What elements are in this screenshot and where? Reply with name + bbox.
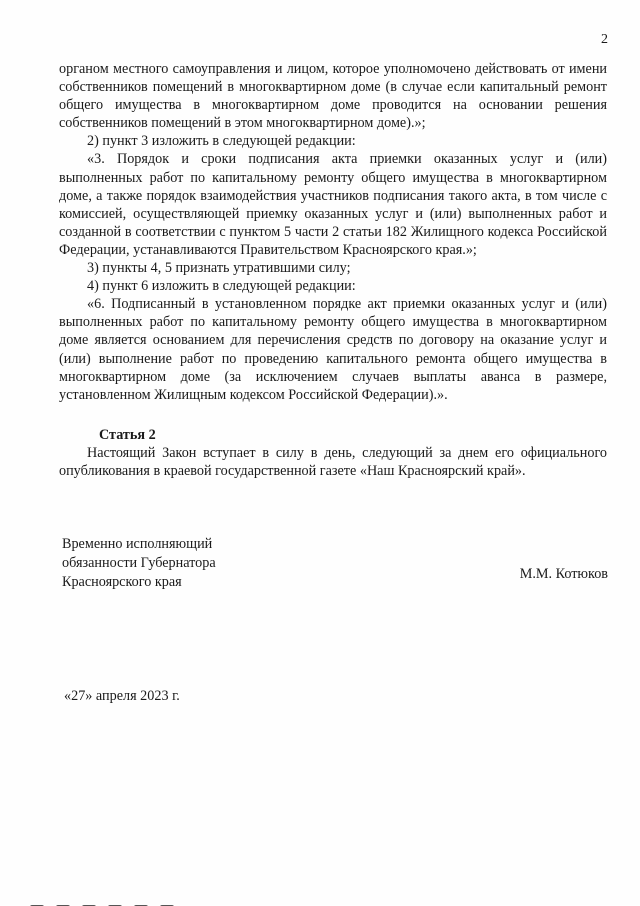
paragraph-article-2: Настоящий Закон вступает в силу в день, следующий за днем его официального опубликования в краевой государственной газете «Наш Красноярский край».: [59, 444, 607, 479]
signatory-title-line-2: обязанности Губернатора: [62, 555, 216, 571]
paragraph-item-2: 2) пункт 3 изложить в следующей редакции:: [87, 133, 356, 150]
signatory-name: М.М. Котюков: [519, 566, 608, 582]
paragraph-clause-6: «6. Подписанный в установленном порядке акт приемки оказанных услуг и (или) выполненных работ по капитальному ремонту общего имущества в многоквартирном доме является основанием для перечисления средств по договору на оказание услуг и (или) выполнение работ по проведению капитального ремонта общего имущества в многоквартирном доме (за исключением случаев выплаты аванса в размере, установленном Жилищным кодексом Российской Федерации).».: [59, 296, 607, 403]
paragraph-clause-3: «3. Порядок и сроки подписания акта приемки оказанных услуг и (или) выполненных работ по капитальному ремонту общего имущества в многоквартирном доме, а также порядок взаимодействия участников подписания такого акта, в том числе с комиссией, осуществляющей приемку оказанных услуг и (или) выполненных работ и созданной в соответствии с пунктом 5 части 2 статьи 182 Жилищного кодекса Российской Федерации, устанавливаются Правительством Красноярского края.»;: [59, 151, 607, 258]
document-date: «27» апреля 2023 г.: [64, 688, 180, 704]
paragraph-continuation: органом местного самоуправления и лицом, которое уполномочено действовать от имени собственников помещений в многоквартирном доме (в случае если капитальный ремонт общего имущества в многоквартирном доме проводится на основании решения собственников помещений в этом многоквартирном доме).»;: [59, 61, 607, 132]
signatory-title-line-1: Временно исполняющий: [62, 536, 213, 552]
document-body: [59, 60, 607, 480]
paragraph-item-4: 4) пункт 6 изложить в следующей редакции:: [87, 278, 356, 295]
page-number: 2: [601, 32, 608, 47]
signatory-title-line-3: Красноярского края: [62, 574, 182, 590]
signature-block: [62, 535, 610, 592]
article-heading: Статья 2: [99, 426, 156, 443]
spacer: [59, 404, 607, 426]
paragraph-item-3: 3) пункты 4, 5 признать утратившими силу;: [87, 260, 351, 277]
